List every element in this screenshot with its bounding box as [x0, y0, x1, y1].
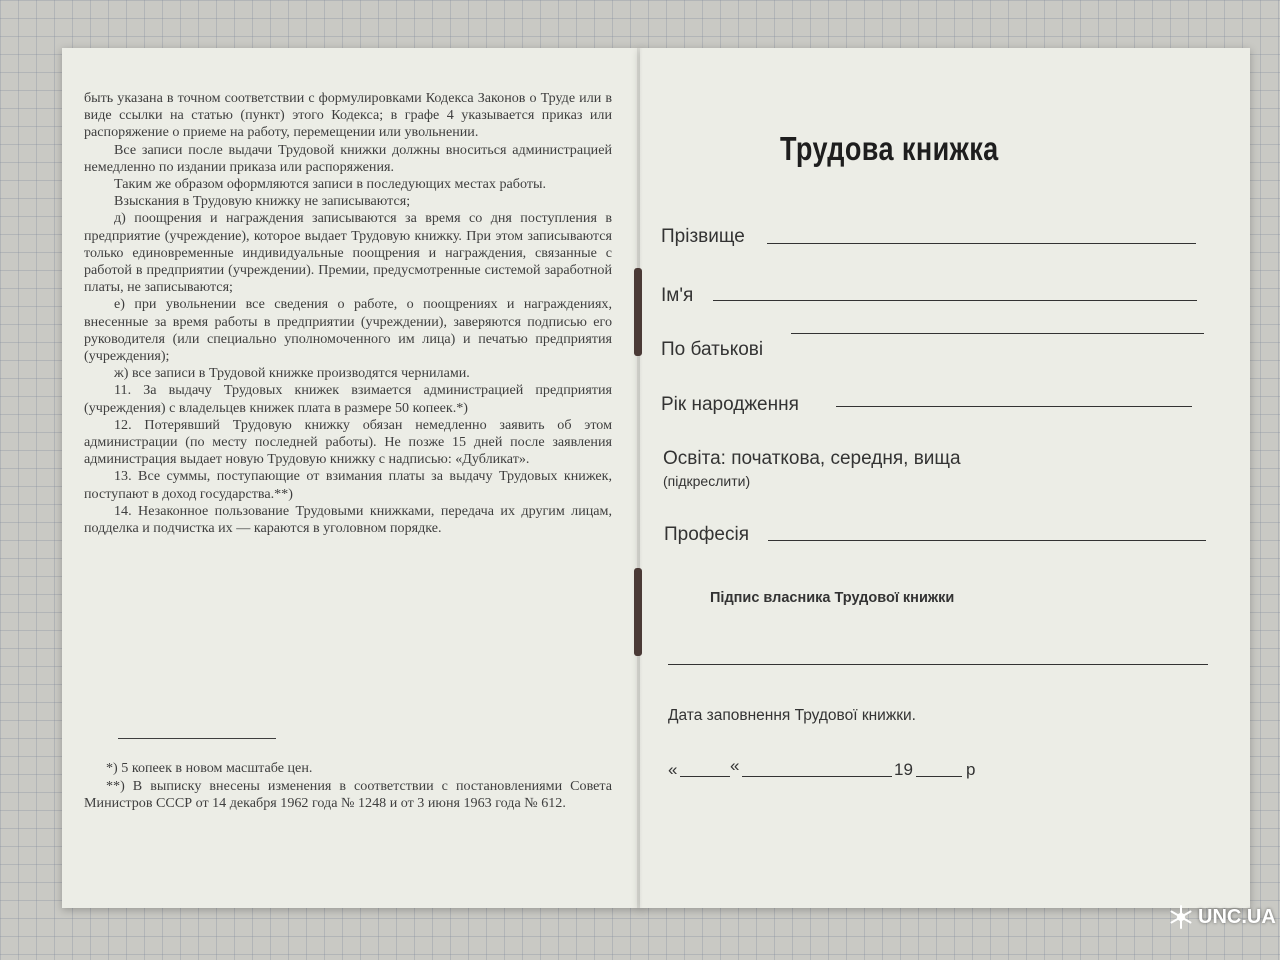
watermark-text: UNC.UA: [1198, 905, 1276, 928]
instruction-paragraph: 11. За выдачу Трудовых книжек взимается администрацией предприятия (учреждения) с владельцев книжек плата в размере 50 копеек.*): [84, 382, 612, 416]
footnote-divider: [118, 738, 276, 739]
instruction-paragraph: Таким же образом оформляются записи в последующих местах работы.: [114, 176, 546, 193]
instruction-paragraph: ж) все записи в Трудовой книжке производятся чернилами.: [114, 365, 470, 382]
signature-line[interactable]: [668, 664, 1208, 665]
instruction-paragraph: д) поощрения и награждения записываются за время со дня поступления в предприятие (учреждение), которое выдает Трудовую книжку. При этом записываются только единовременные индивидуальные поощрения и награждения, связанные с работой в предприятии (учреждении). Премии, предусмотренные системой заработной платы, не записываются;: [84, 210, 612, 296]
footnote: *) 5 копеек в новом масштабе цен.: [106, 760, 313, 776]
staple-bottom: [634, 568, 642, 656]
education-label: Освіта: початкова, середня, вища: [663, 448, 961, 469]
surname-line[interactable]: [767, 243, 1196, 244]
snowflake-icon: [1168, 904, 1194, 930]
date-year-prefix: 19: [894, 760, 913, 779]
fill-date-label: Дата заповнення Трудової книжки.: [668, 707, 916, 724]
staple-top: [634, 268, 642, 356]
education-note: (підкреслити): [663, 473, 751, 489]
profession-label: Професія: [664, 524, 749, 545]
name-line[interactable]: [713, 300, 1197, 301]
date-month-line[interactable]: [742, 776, 892, 777]
instruction-paragraph: е) при увольнении все сведения о работе, о поощрениях и награждениях, внесенные за время работы в предприятии (учреждении), заверяются подписью его руководителя (или специально уполномоченного им лица) и печатью предприятия (учреждения);: [84, 296, 612, 365]
name-label: Ім'я: [661, 285, 694, 306]
book-spine: [637, 48, 643, 908]
instruction-paragraph: 13. Все суммы, поступающие от взимания платы за выдачу Трудовых книжек, поступают в доход государства.**): [84, 468, 612, 502]
instruction-paragraph: 12. Потерявший Трудовую книжку обязан немедленно заявить об этом администрации (по месту последней работы). Не позже 15 дней после заявления администрация выдает новую Трудовую книжку с надписью: «Дубликат».: [84, 416, 612, 468]
date-year-line[interactable]: [916, 776, 962, 777]
signature-label: Підпис власника Трудової книжки: [710, 590, 955, 606]
document-title: Трудова книжка: [780, 130, 999, 167]
surname-label: Прізвище: [661, 226, 745, 247]
date-day-line[interactable]: [680, 776, 730, 777]
birth-year-line[interactable]: [836, 406, 1192, 407]
instruction-paragraph: Взыскания в Трудовую книжку не записываются;: [114, 193, 411, 210]
instruction-paragraph: Все записи после выдачи Трудовой книжки должны вноситься администрацией немедленно по издании приказа или распоряжения.: [84, 141, 612, 175]
footnote: **) В выписку внесены изменения в соответствии с постановлениями Совета Министров СССР от 14 декабря 1962 года № 1248 и от 3 июня 1963 года № 612.: [84, 777, 612, 812]
profession-line[interactable]: [768, 540, 1206, 541]
footnotes: [84, 760, 612, 813]
patronymic-label: По батькові: [661, 339, 764, 360]
instruction-paragraph: быть указана в точном соответствии с формулировками Кодекса Законов о Труде или в виде ссылки на статью (пункт) этого Кодекса; в графе 4 указывается приказ или распоряжение о приеме на работу, перемещении или увольнении.: [84, 90, 612, 141]
instructions-text: [84, 90, 612, 537]
date-suffix: р: [966, 760, 976, 779]
patronymic-line[interactable]: [791, 333, 1204, 334]
instruction-paragraph: 14. Незаконное пользование Трудовыми книжками, передача их другим лицам, подделка и подчистка их — караются в уголовном порядке.: [84, 502, 612, 537]
watermark: [1168, 904, 1276, 930]
birth-year-label: Рік народження: [661, 394, 799, 415]
